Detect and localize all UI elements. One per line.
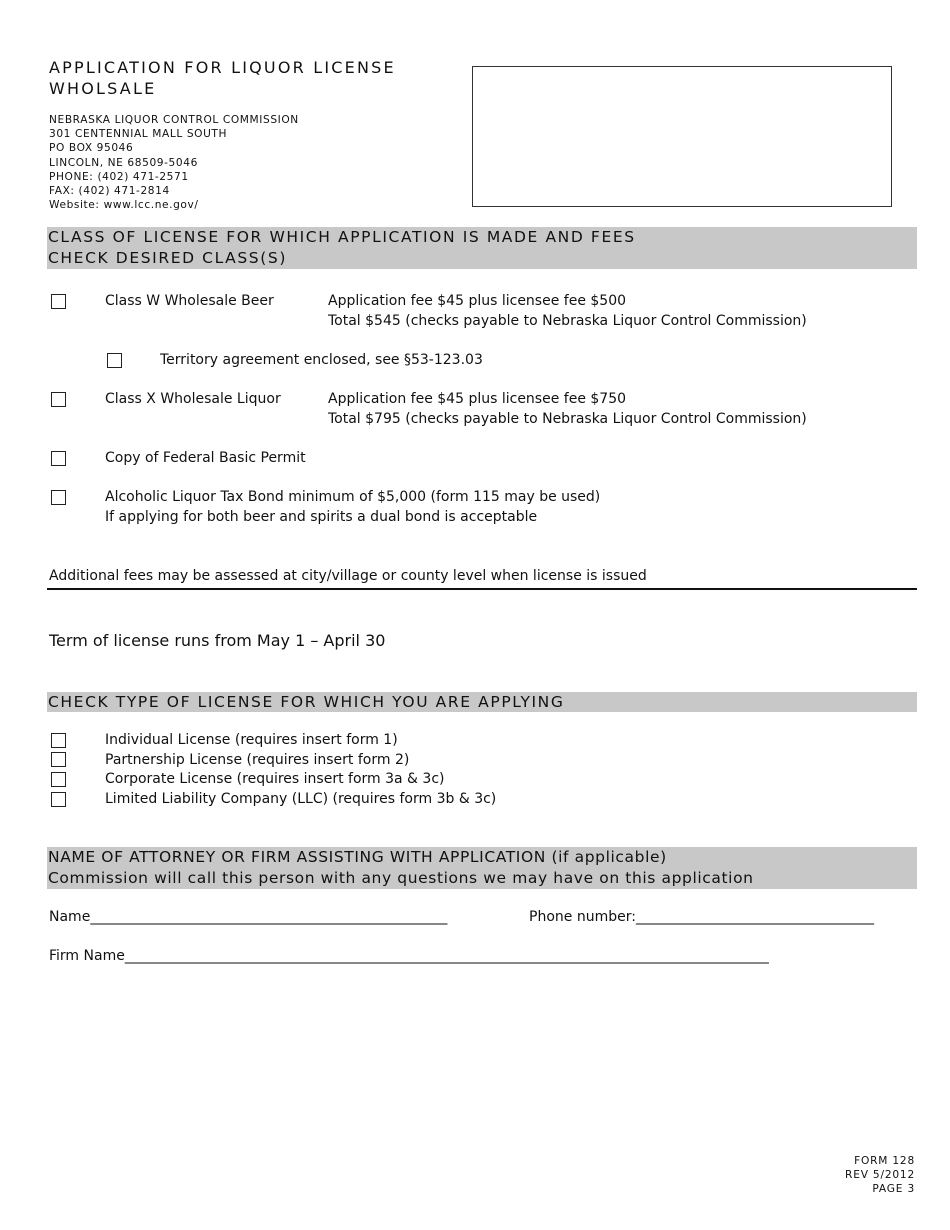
attorney-name-field[interactable]: ___________________________________________________ [90, 909, 448, 925]
attorney-phone-field[interactable]: __________________________________ [635, 909, 874, 925]
agency-address-block [49, 113, 299, 212]
federal-permit-checkbox[interactable] [51, 451, 66, 466]
type-heading-text: CHECK TYPE OF LICENSE FOR WHICH YOU ARE APPLYING [48, 693, 565, 711]
individual-license-label: Individual License (requires insert form 1) [105, 732, 398, 748]
federal-permit-label: Copy of Federal Basic Permit [105, 450, 306, 466]
class-w-fee-line2: Total $545 (checks payable to Nebraska Liquor Control Commission) [328, 313, 807, 329]
form-footer [845, 1154, 915, 1197]
firm-name-label: Firm Name [49, 948, 125, 964]
llc-license-label: Limited Liability Company (LLC) (requires form 3b & 3c) [105, 791, 497, 807]
class-w-checkbox[interactable] [51, 294, 66, 309]
class-w-label: Class W Wholesale Beer [105, 293, 274, 309]
form-title-line2: WHOLSALE [49, 79, 157, 98]
attorney-heading-line1: NAME OF ATTORNEY OR FIRM ASSISTING WITH APPLICATION (if applicable) [48, 848, 667, 866]
agency-line: PHONE: (402) 471-2571 [49, 170, 189, 183]
agency-line: PO BOX 95046 [49, 142, 134, 155]
territory-checkbox[interactable] [107, 353, 122, 368]
corporate-license-checkbox[interactable] [51, 772, 66, 787]
partnership-license-checkbox[interactable] [51, 752, 66, 767]
form-title-line1: APPLICATION FOR LIQUOR LICENSE [49, 58, 396, 77]
page-number: PAGE 3 [872, 1183, 915, 1196]
tax-bond-line1: Alcoholic Liquor Tax Bond minimum of $5,000 (form 115 may be used) [105, 489, 601, 505]
agency-line: FAX: (402) 471-2814 [49, 185, 170, 198]
firm-name-field[interactable]: ____________________________________________________________________________________________ [124, 948, 769, 964]
llc-license-checkbox[interactable] [51, 792, 66, 807]
agency-line: NEBRASKA LIQUOR CONTROL COMMISSION [49, 114, 299, 126]
partnership-license-label: Partnership License (requires insert form 2) [105, 752, 410, 768]
office-use-box [472, 66, 892, 207]
agency-line: LINCOLN, NE 68509-5046 [49, 156, 198, 169]
class-x-fee-line2: Total $795 (checks payable to Nebraska Liquor Control Commission) [328, 411, 807, 427]
tax-bond-checkbox[interactable] [51, 490, 66, 505]
attorney-section-heading [47, 847, 917, 889]
attorney-name-row [49, 909, 447, 925]
agency-line: 301 CENTENNIAL MALL SOUTH [49, 128, 228, 141]
agency-line: Website: www.lcc.ne.gov/ [49, 199, 199, 212]
class-x-fee-line1: Application fee $45 plus licensee fee $750 [328, 391, 627, 407]
class-heading-line1: CLASS OF LICENSE FOR WHICH APPLICATION IS MADE AND FEES [48, 228, 636, 246]
class-heading-line2: CHECK DESIRED CLASS(S) [48, 249, 287, 267]
class-section-heading [47, 227, 917, 269]
attorney-phone-label: Phone number: [529, 909, 636, 925]
form-revision: REV 5/2012 [845, 1169, 915, 1182]
license-term-note: Term of license runs from May 1 – April 30 [49, 631, 386, 650]
additional-fees-note: Additional fees may be assessed at city/village or county level when license is issued [49, 568, 647, 584]
attorney-heading-line2: Commission will call this person with any questions we may have on this application [48, 869, 754, 887]
territory-label: Territory agreement enclosed, see §53-123.03 [160, 352, 483, 368]
corporate-license-label: Corporate License (requires insert form 3a & 3c) [105, 771, 445, 787]
firm-name-row [49, 948, 769, 964]
attorney-phone-row [529, 909, 874, 925]
class-x-label: Class X Wholesale Liquor [105, 391, 281, 407]
class-x-checkbox[interactable] [51, 392, 66, 407]
individual-license-checkbox[interactable] [51, 733, 66, 748]
type-section-heading [47, 692, 917, 712]
section-divider [47, 588, 917, 590]
attorney-name-label: Name [49, 909, 91, 925]
form-number: FORM 128 [854, 1155, 915, 1167]
form-title [49, 57, 396, 99]
tax-bond-line2: If applying for both beer and spirits a dual bond is acceptable [105, 509, 538, 525]
class-w-fee-line1: Application fee $45 plus licensee fee $500 [328, 293, 627, 309]
